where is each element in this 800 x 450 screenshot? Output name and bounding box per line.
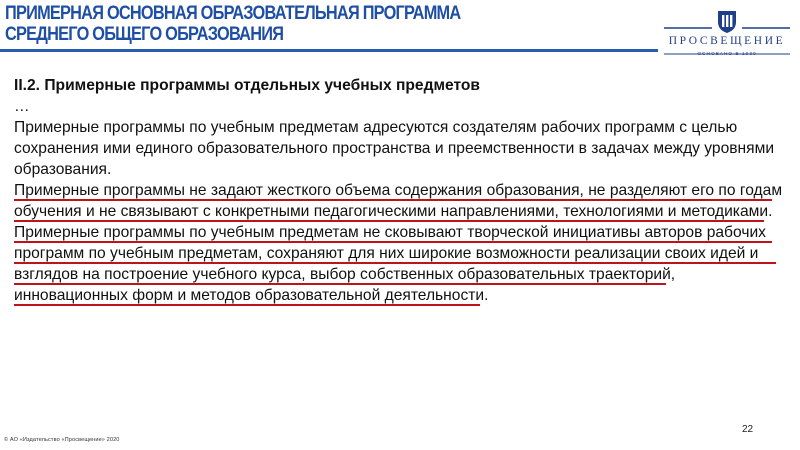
paragraph-purpose: Примерные программы по учебным предметам адресуются создателям рабочих программ с целью сохранения ими единого образовательного пространства и преемственности в задачах между уровнями образования. [14,119,775,178]
ellipsis: … [14,98,30,115]
slide-title-line-2: СРЕДНЕГО ОБЩЕГО ОБРАЗОВАНИЯ [5,24,284,45]
red-underline [14,304,480,306]
paragraph-no-constraints: Примерные программы по учебным предметам не сковывают творческой инициативы авторов рабочих программ по учебным предметам, сохраняют для них широкие возможности реализации своих идей и взглядов на построение учебного курса, выбор собственных образовательных траекторий, инновационных форм и методов образовательной деятельности. [14,224,766,304]
red-underline [14,199,772,201]
publisher-name: ПРОСВЕЩЕНИЕ [668,35,786,47]
red-underline [14,241,772,243]
highlighted-statement-2 [14,222,786,306]
slide-body [14,75,786,306]
red-underline [14,262,776,264]
prosveshchenie-emblem-icon [664,11,790,54]
red-underline [14,283,666,285]
section-heading: II.2. Примерные программы отдельных учебных предметов [14,77,481,94]
header-divider [0,49,658,52]
publisher-founded: ОСНОВАНО В 1930 [697,52,757,57]
highlighted-statement-1 [14,180,786,222]
copyright-notice: © АО «Издательство «Просвещение» 2020 [4,437,120,443]
slide-title-line-1: ПРИМЕРНАЯ ОСНОВНАЯ ОБРАЗОВАТЕЛЬНАЯ ПРОГРАММА [5,3,461,24]
page-number: 22 [742,424,754,435]
paragraph-no-fixed-volume: Примерные программы не задают жесткого объема содержания образования, не разделяют его по годам обучения и не связывают с конкретными педагогическими направлениями, технологиями и методиками. [14,182,783,220]
slide-title [5,3,460,45]
